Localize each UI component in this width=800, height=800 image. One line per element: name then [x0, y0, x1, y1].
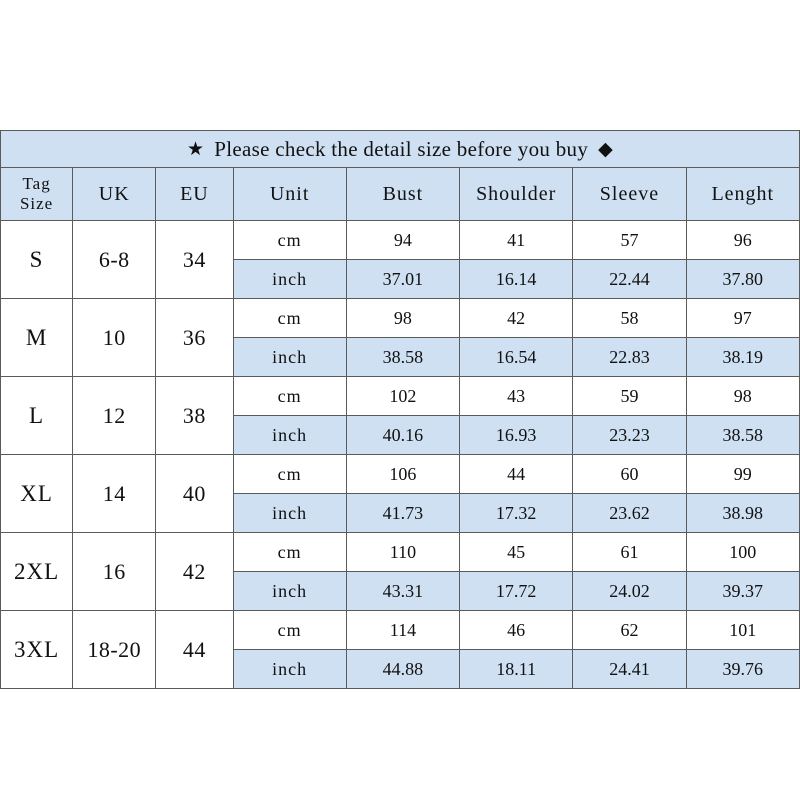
cell-sleeve-inch: 24.41 — [573, 650, 686, 689]
header-bust: Bust — [346, 168, 459, 221]
star-icon: ★ — [186, 138, 205, 160]
cell-bust-cm: 110 — [346, 533, 459, 572]
cell-shoulder-inch: 16.54 — [460, 338, 573, 377]
cell-shoulder-cm: 41 — [460, 221, 573, 260]
table-row — [1, 377, 800, 416]
cell-bust-inch: 43.31 — [346, 572, 459, 611]
banner-cell — [1, 131, 800, 168]
table-row — [1, 221, 800, 260]
cell-tag-size: M — [1, 299, 73, 377]
cell-shoulder-cm: 45 — [460, 533, 573, 572]
cell-bust-cm: 98 — [346, 299, 459, 338]
cell-tag-size: XL — [1, 455, 73, 533]
banner-row — [1, 131, 800, 168]
cell-shoulder-inch: 16.93 — [460, 416, 573, 455]
header-sleeve: Sleeve — [573, 168, 686, 221]
cell-uk: 18-20 — [73, 611, 156, 689]
size-chart-container — [0, 130, 800, 689]
cell-unit-cm: cm — [233, 455, 346, 494]
cell-length-cm: 97 — [686, 299, 799, 338]
cell-shoulder-inch: 18.11 — [460, 650, 573, 689]
cell-sleeve-inch: 22.44 — [573, 260, 686, 299]
cell-sleeve-cm: 58 — [573, 299, 686, 338]
cell-bust-inch: 40.16 — [346, 416, 459, 455]
cell-bust-cm: 94 — [346, 221, 459, 260]
cell-shoulder-inch: 17.32 — [460, 494, 573, 533]
cell-unit-inch: inch — [233, 572, 346, 611]
cell-unit-cm: cm — [233, 377, 346, 416]
cell-length-cm: 101 — [686, 611, 799, 650]
cell-sleeve-inch: 22.83 — [573, 338, 686, 377]
cell-unit-cm: cm — [233, 299, 346, 338]
cell-length-inch: 37.80 — [686, 260, 799, 299]
cell-sleeve-inch: 23.62 — [573, 494, 686, 533]
cell-length-inch: 39.76 — [686, 650, 799, 689]
cell-bust-inch: 38.58 — [346, 338, 459, 377]
cell-shoulder-cm: 46 — [460, 611, 573, 650]
table-row — [1, 533, 800, 572]
cell-eu: 38 — [156, 377, 233, 455]
table-row — [1, 455, 800, 494]
cell-bust-inch: 41.73 — [346, 494, 459, 533]
cell-eu: 34 — [156, 221, 233, 299]
header-shoulder: Shoulder — [460, 168, 573, 221]
cell-tag-size: 2XL — [1, 533, 73, 611]
cell-uk: 16 — [73, 533, 156, 611]
cell-shoulder-inch: 16.14 — [460, 260, 573, 299]
cell-eu: 44 — [156, 611, 233, 689]
size-chart-table — [0, 130, 800, 689]
cell-length-cm: 98 — [686, 377, 799, 416]
header-tag-size-line1: Tag — [22, 174, 51, 194]
cell-uk: 6-8 — [73, 221, 156, 299]
cell-sleeve-cm: 62 — [573, 611, 686, 650]
cell-bust-cm: 114 — [346, 611, 459, 650]
cell-bust-inch: 44.88 — [346, 650, 459, 689]
cell-bust-cm: 106 — [346, 455, 459, 494]
cell-eu: 40 — [156, 455, 233, 533]
cell-shoulder-cm: 43 — [460, 377, 573, 416]
cell-unit-cm: cm — [233, 611, 346, 650]
cell-tag-size: L — [1, 377, 73, 455]
table-row — [1, 611, 800, 650]
cell-unit-cm: cm — [233, 533, 346, 572]
cell-sleeve-cm: 60 — [573, 455, 686, 494]
cell-tag-size: S — [1, 221, 73, 299]
cell-bust-cm: 102 — [346, 377, 459, 416]
cell-unit-inch: inch — [233, 260, 346, 299]
cell-uk: 14 — [73, 455, 156, 533]
cell-unit-inch: inch — [233, 494, 346, 533]
table-header-row — [1, 168, 800, 221]
cell-shoulder-inch: 17.72 — [460, 572, 573, 611]
cell-unit-inch: inch — [233, 650, 346, 689]
cell-sleeve-inch: 23.23 — [573, 416, 686, 455]
cell-sleeve-inch: 24.02 — [573, 572, 686, 611]
header-tag-size-line2: Size — [19, 194, 54, 213]
cell-sleeve-cm: 57 — [573, 221, 686, 260]
cell-length-cm: 99 — [686, 455, 799, 494]
cell-shoulder-cm: 42 — [460, 299, 573, 338]
cell-unit-cm: cm — [233, 221, 346, 260]
cell-length-cm: 96 — [686, 221, 799, 260]
cell-length-inch: 39.37 — [686, 572, 799, 611]
cell-uk: 12 — [73, 377, 156, 455]
header-length: Lenght — [686, 168, 799, 221]
cell-tag-size: 3XL — [1, 611, 73, 689]
cell-eu: 36 — [156, 299, 233, 377]
header-eu: EU — [156, 168, 233, 221]
cell-bust-inch: 37.01 — [346, 260, 459, 299]
cell-length-inch: 38.98 — [686, 494, 799, 533]
cell-length-inch: 38.58 — [686, 416, 799, 455]
cell-uk: 10 — [73, 299, 156, 377]
cell-eu: 42 — [156, 533, 233, 611]
cell-sleeve-cm: 59 — [573, 377, 686, 416]
diamond-icon: ◆ — [598, 138, 614, 160]
cell-shoulder-cm: 44 — [460, 455, 573, 494]
cell-sleeve-cm: 61 — [573, 533, 686, 572]
header-uk: UK — [73, 168, 156, 221]
cell-length-cm: 100 — [686, 533, 799, 572]
cell-length-inch: 38.19 — [686, 338, 799, 377]
header-unit: Unit — [233, 168, 346, 221]
cell-unit-inch: inch — [233, 338, 346, 377]
header-tag-size — [1, 168, 73, 221]
banner-text: Please check the detail size before you buy — [214, 136, 589, 161]
cell-unit-inch: inch — [233, 416, 346, 455]
table-row — [1, 299, 800, 338]
